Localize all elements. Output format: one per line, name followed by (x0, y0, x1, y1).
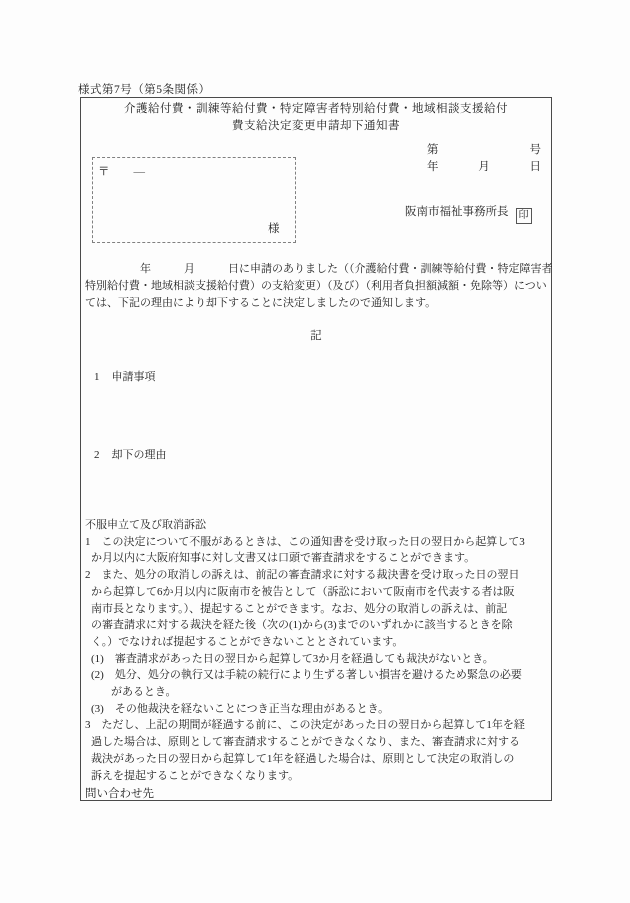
appeal-line: か月以内に大阪府知事に対し文書又は口頭で審査請求をすることができます。 (91, 552, 476, 565)
appeal-line: 過した場合は、原則として審査請求することができなくなり、また、審査請求に対する (91, 736, 520, 749)
document-title (81, 101, 551, 135)
date-year-label: 年 (427, 161, 439, 173)
document-title-line1: 介護給付費・訓練等給付費・特定障害者特別給付費・地域相談支援給付 (124, 103, 508, 115)
postal-code-line (98, 163, 145, 179)
postal-mark: 〒 (98, 166, 110, 178)
document-number-row (427, 142, 541, 159)
notice-body-line: ては、下記の理由により却下することに決定しましたので通知します。 (85, 297, 437, 309)
date-day-label: 日 (529, 161, 541, 173)
doc-number-suffix: 号 (529, 144, 541, 156)
item-label: 申請事項 (111, 371, 156, 383)
item-application-matters (94, 368, 156, 384)
appeal-line: 1 この決定について不服があるときは、この通知書を受け取った日の翌日から起算して3 (85, 535, 525, 548)
appeal-line: 3 ただし、上記の期間が経過する前に、この決定があった日の翌日から起算して1年を経 (85, 719, 525, 732)
item-number: 2 (94, 449, 100, 461)
appeal-section (85, 517, 547, 784)
notice-frame (80, 97, 552, 801)
appeal-line: 南市長となります。）、提起することができます。なお、処分の取消しの訴えは、前記 (91, 602, 508, 615)
addressee-box (92, 157, 296, 243)
document-number-date-block (427, 142, 541, 176)
appeal-line: があるとき。 (111, 686, 177, 699)
record-heading: 記 (310, 330, 322, 342)
appeal-line: (2) 処分、処分の執行又は手続の続行により生ずる著しい損害を避けるため緊急の必要 (91, 669, 522, 682)
appeal-line: (3) その他裁決を経ないことにつき正当な理由があるとき。 (91, 702, 390, 715)
appeal-heading: 不服申立て及び取消訴訟 (85, 519, 206, 531)
item-number: 1 (94, 371, 100, 383)
notice-body-line: 年 月 日に申請のありました（（介護給付費・訓練等給付費・特定障害者 (85, 263, 553, 275)
date-month-label: 月 (478, 161, 490, 173)
doc-number-prefix: 第 (427, 144, 439, 156)
appeal-line: から起算して6か月以内に阪南市を被告として（訴訟において阪南市を代表する者は阪 (91, 585, 515, 598)
postal-code-dash: ― (133, 166, 145, 178)
appeal-line: 裁決があった日の翌日から起算して1年を経過した場合は、原則として決定の取消しの (91, 752, 515, 765)
contact-label: 問い合わせ先 (85, 788, 154, 800)
issuer-name: 阪南市福祉事務所長 (405, 206, 509, 218)
document-date-row (427, 159, 541, 176)
seal-mark: 印 (516, 208, 532, 224)
issuer-line (405, 203, 532, 224)
document-title-line2: 費支給決定変更申請却下通知書 (232, 120, 400, 132)
appeal-line: 2 また、処分の取消しの訴えは、前記の審査請求に対する裁決書を受け取った日の翌日 (85, 569, 520, 582)
appeal-line: 訴えを提起することができなくなります。 (91, 769, 300, 782)
notice-body (85, 261, 553, 312)
form-number-label: 様式第7号（第5条関係） (78, 84, 211, 96)
appeal-line: く。）でなければ提起することができないこととされています。 (91, 635, 404, 648)
item-rejection-reason (94, 446, 167, 462)
appeal-line: (1) 審査請求があった日の翌日から起算して3か月を経過しても裁決がないとき。 (91, 652, 494, 665)
appeal-line: の審査請求に対する裁決を経た後（次の(1)から(3)までのいずれかに該当するときを除 (91, 619, 513, 632)
addressee-honorific: 様 (268, 223, 280, 235)
item-label: 却下の理由 (111, 449, 167, 461)
notice-body-line: 特別給付費・地域相談支援給付費）の支給変更）（及び）（利用者負担額減額・免除等）につい (85, 280, 547, 292)
